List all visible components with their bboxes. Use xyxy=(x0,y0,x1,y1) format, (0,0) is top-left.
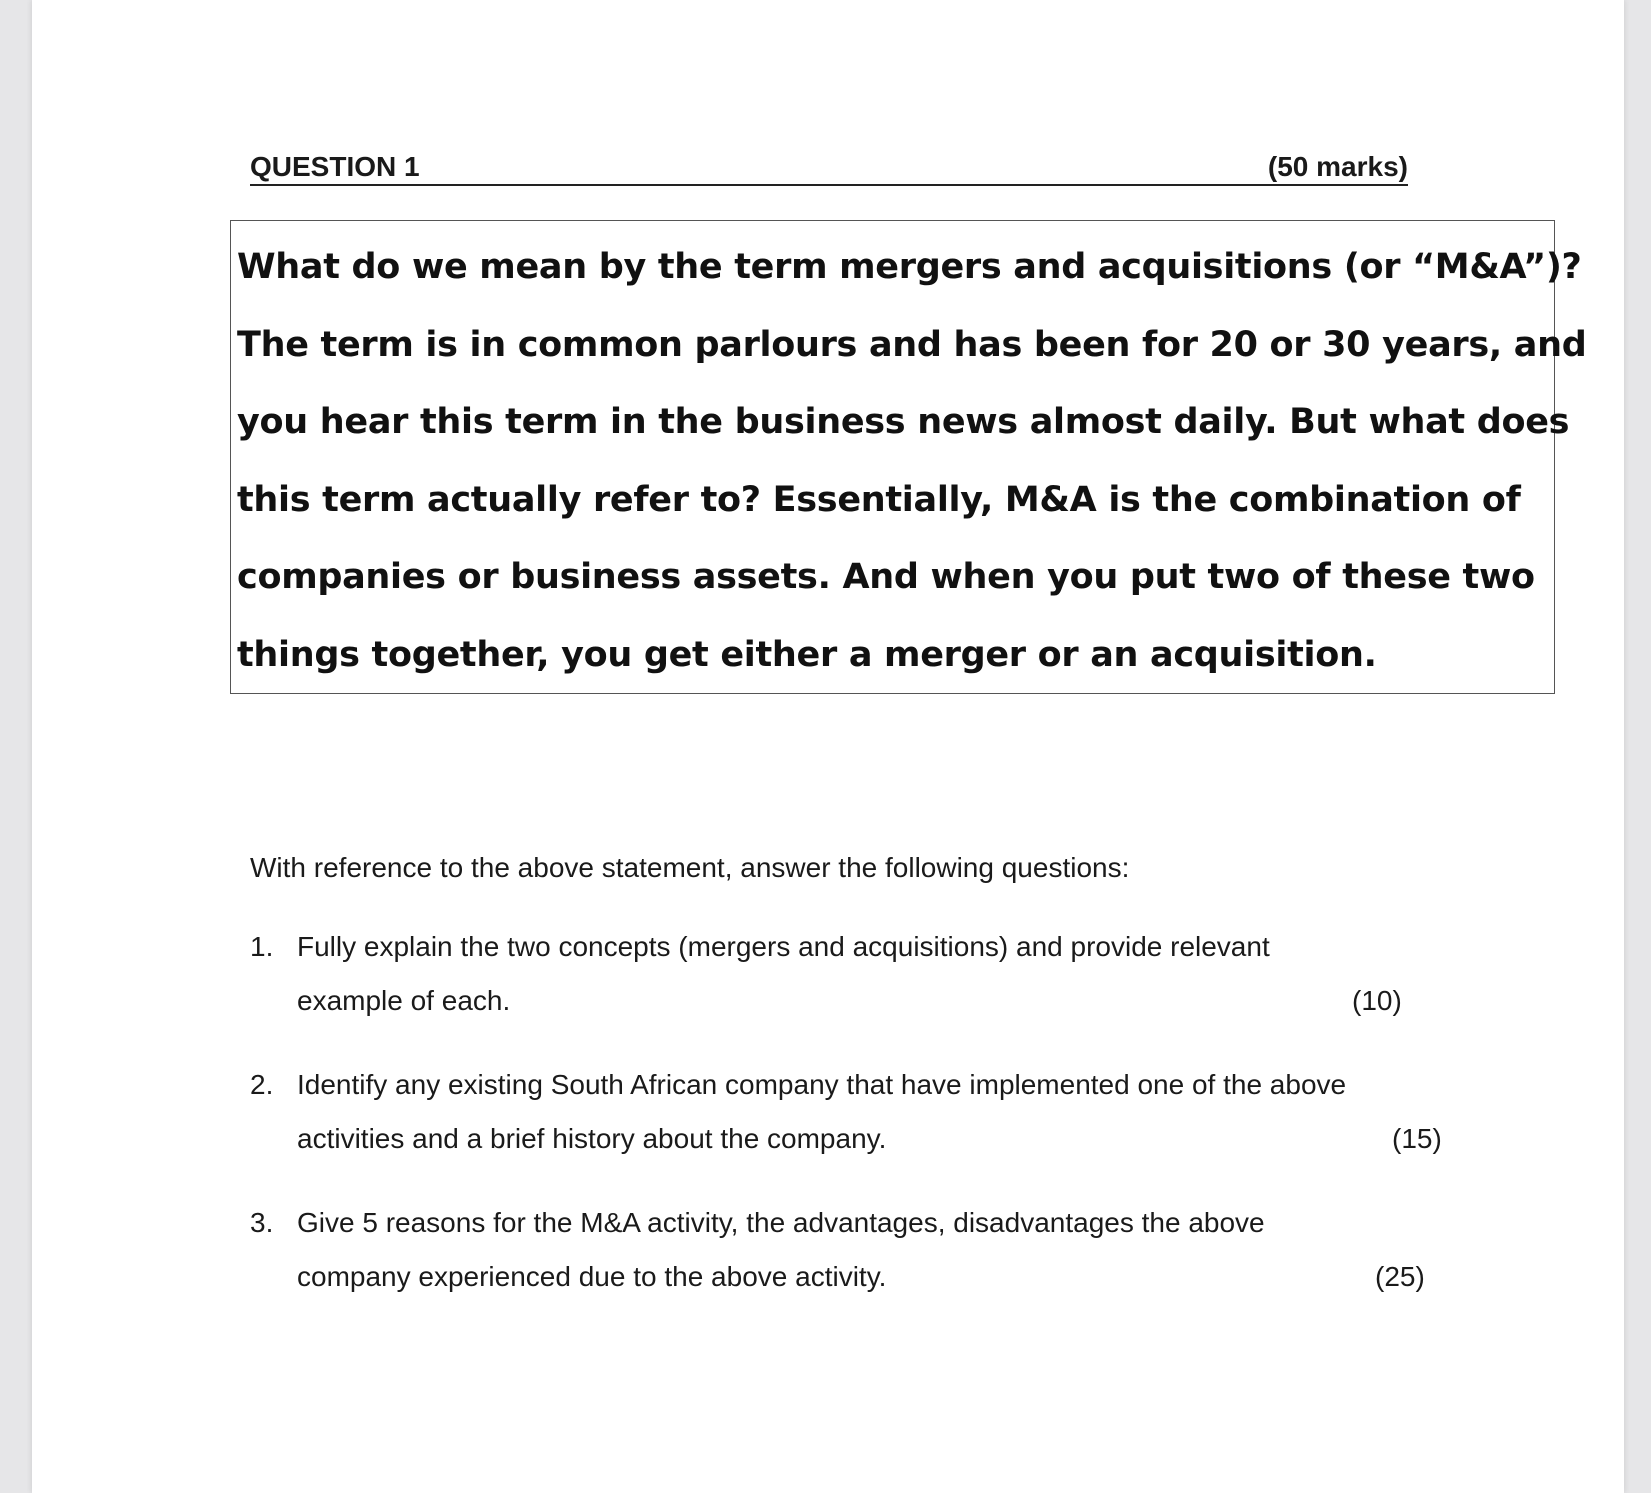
question-text-line-1: Identify any existing South African company that have implemented one of the above xyxy=(297,1069,1347,1100)
question-total-marks: (50 marks) xyxy=(1267,151,1408,182)
statement-box xyxy=(230,220,1587,694)
statement-line: What do we mean by the term mergers and acquisitions (or “M&A”)? xyxy=(237,247,1582,287)
statement-line: things together, you get either a merger or an acquisition. xyxy=(237,634,1377,675)
statement-line: this term actually refer to? Essentially, M&A is the combination of xyxy=(237,479,1521,520)
question-text-line-2: example of each. xyxy=(297,985,511,1016)
question-heading xyxy=(250,150,1408,186)
question-text-line-2: company experienced due to the above activity. xyxy=(297,1261,887,1292)
statement-line: The term is in common parlours and has been for 20 or 30 years, and xyxy=(237,324,1587,365)
question-number: 1. xyxy=(250,931,274,962)
question-number: 2. xyxy=(250,1069,274,1100)
question-number: 3. xyxy=(250,1207,274,1238)
statement-line: companies or business assets. And when you put two of these two xyxy=(237,557,1535,597)
question-text-line-2: activities and a brief history about the company. xyxy=(297,1123,887,1154)
statement-line: you hear this term in the business news almost daily. But what does xyxy=(237,402,1570,442)
question-marks: (15) xyxy=(1392,1123,1442,1154)
question-marks: (25) xyxy=(1375,1261,1425,1292)
question-marks: (10) xyxy=(1352,985,1402,1016)
question-text-line-1: Fully explain the two concepts (mergers and acquisitions) and provide relevant xyxy=(297,931,1270,962)
question-text-line-1: Give 5 reasons for the M&A activity, the advantages, disadvantages the above xyxy=(297,1207,1265,1238)
question-title: QUESTION 1 xyxy=(250,151,420,182)
document-page xyxy=(32,0,1624,1493)
instruction-text: With reference to the above statement, answer the following questions: xyxy=(250,852,1130,883)
